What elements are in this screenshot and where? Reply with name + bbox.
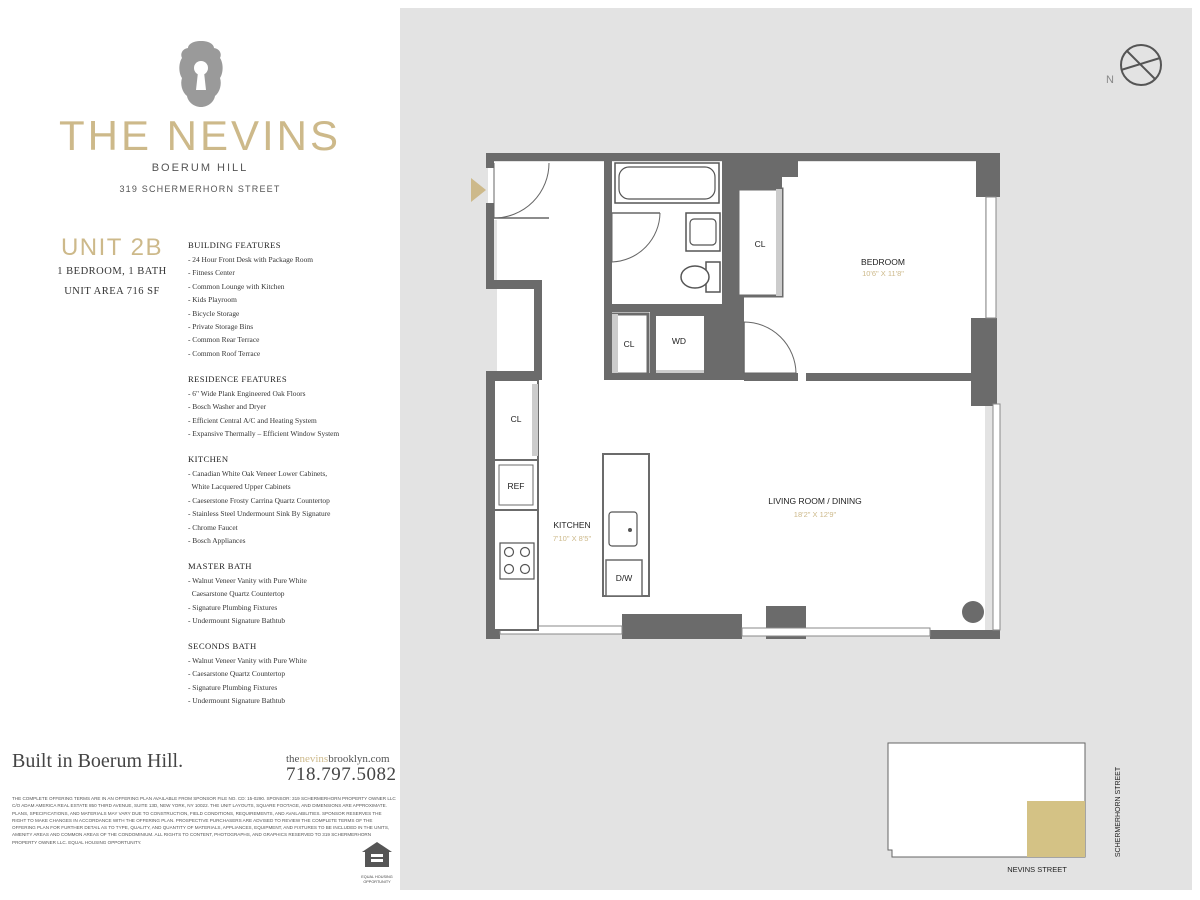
feature-item: - Common Roof Terrace (188, 348, 261, 358)
column (962, 601, 984, 623)
street-label-nevins: NEVINS STREET (1007, 865, 1067, 874)
compass-label: N (1106, 74, 1114, 86)
feature-group-title: BUILDING FEATURES (188, 240, 281, 250)
room-label-bedroom: BEDROOM (861, 257, 905, 267)
feature-item: - 6" Wide Plank Engineered Oak Floors (188, 389, 306, 398)
label-entry-closet: CL (510, 414, 522, 424)
room-label-living: LIVING ROOM / DINING (768, 496, 862, 506)
key-plan (888, 743, 1085, 857)
website-part: nevins (299, 753, 329, 765)
bathtub-icon (615, 163, 719, 203)
label-refrigerator: REF (507, 481, 525, 491)
feature-item: - Bosch Appliances (188, 536, 246, 546)
brand-neighborhood: BOERUM HILL (151, 162, 249, 174)
entry-arrow-icon (471, 178, 486, 202)
room-dims-living: 18'2" X 12'9" (793, 510, 837, 519)
label-dishwasher: D/W (615, 573, 633, 583)
feature-item: White Lacquered Upper Cabinets (188, 482, 291, 492)
label-bedroom-closet: CL (754, 239, 766, 249)
feature-item: - Private Storage Bins (188, 322, 254, 332)
label-hall-closet: CL (623, 339, 635, 349)
tagline: Built in Boerum Hill. (12, 750, 184, 772)
feature-item: Caesarstone Quartz Countertop (188, 589, 285, 599)
feature-item: - Fitness Center (188, 268, 235, 278)
room-dims-kitchen: 7'10" X 8'5" (552, 534, 592, 543)
feature-item: - Kids Playroom (188, 295, 237, 305)
unit-type: 1 BEDROOM, 1 BATH (57, 266, 167, 277)
unit-name: UNIT 2B (60, 234, 164, 261)
brand-address: 319 SCHERMERHORN STREET (119, 184, 281, 194)
feature-item: - Signature Plumbing Fixtures (188, 602, 278, 612)
feature-group-title: KITCHEN (188, 454, 229, 464)
feature-item: - Caeserstone Frosty Carrina Quartz Countertop (188, 495, 330, 505)
feature-item: - Expansive Thermally – Efficient Window System (188, 429, 340, 439)
feature-item: - Common Rear Terrace (188, 335, 260, 345)
feature-group-title: MASTER BATH (188, 561, 252, 571)
room-label-kitchen: KITCHEN (553, 520, 591, 530)
phone-number[interactable]: 718.797.5082 (286, 764, 397, 785)
street-label-schermerhorn: SCHERMERHORN STREET (1115, 766, 1122, 858)
equal-housing-label: EQUAL HOUSING OPPORTUNITY (361, 875, 393, 884)
feature-item: - Caesarstone Quartz Countertop (188, 669, 286, 679)
feature-item: - Undermount Signature Bathtub (188, 616, 286, 626)
feature-item: - Stainless Steel Undermount Sink By Signature (188, 509, 331, 519)
unit-area: UNIT AREA 716 SF (64, 286, 160, 297)
label-washer-dryer: WD (671, 336, 687, 346)
feature-group-title: SECONDS BATH (188, 641, 257, 651)
feature-group-title: RESIDENCE FEATURES (188, 374, 288, 384)
legal-disclaimer: THE COMPLETE OFFERING TERMS ARE IN AN OFFERING PLAN AVAILABLE FROM SPONSOR FILE NO. CD: 15-0290. SPONSOR: 319 SCHERMERHORN PROPERTY OWNER LLC C/O ADAM AMERICA REAL ESTATE 850 THIRD AVENUE, SUITE 13D, NEW YORK, NY 10022. THE UNIT LAYOUTS, SQUARE FOOTAGE, AND DIMENSIONS ARE APPROXIMATE. PLANS, SPECIFICATIONS, AND MATERIALS MAY VARY DUE TO CONSTRUCTION, FIELD CONDITIONS, REQUIREMENTS, AND AVAILABILITIES. SPONSOR RESERVES THE RIGHT TO MAKE CHANGES IN ACCORDANCE WITH THE OFFERING PLAN. PROSPECTIVE PURCHASERS ARE ADVISED TO REVIEW THE COMPLETE TERMS OF THE OFFERING PLAN FOR FURTHER DETAIL AS TO TYPE, QUALITY, AND QUANTITY OF MATERIALS, APPLIANCES, EQUIPMENT, AND FIXTURES TO BE INCLUDED IN THE UNITS, AMENITY AREAS AND COMMON AREAS OF THE CONDOMINIUM. ALL RIGHTS TO CONTENT, PHOTOGRAPHS, AND GRAPHICS RESERVED TO 319 SCHERMERHORN PROPERTY OWNER LLC. EQUAL HOUSING OPPORTUNITY. (12, 796, 396, 845)
website-part: brooklyn.com (328, 753, 390, 765)
brand-name: THE NEVINS (58, 112, 342, 159)
room-dims-bedroom: 10'6" X 11'8" (862, 269, 904, 278)
feature-item: - Efficient Central A/C and Heating System (188, 415, 317, 425)
feature-item: - 24 Hour Front Desk with Package Room (188, 255, 314, 264)
sink-icon (609, 512, 637, 546)
key-plan-unit-highlight (1027, 801, 1085, 857)
feature-item: - Bosch Washer and Dryer (188, 402, 267, 412)
feature-item: - Common Lounge with Kitchen (188, 281, 285, 291)
compass-icon (1121, 45, 1161, 85)
feature-item: - Canadian White Oak Veneer Lower Cabinets, (188, 469, 328, 478)
feature-item: - Bicycle Storage (188, 308, 240, 318)
website-part: the (286, 753, 300, 765)
cooktop-icon (500, 543, 534, 579)
feature-item: - Signature Plumbing Fixtures (188, 682, 278, 692)
feature-item: - Chrome Faucet (188, 522, 238, 532)
feature-item: - Walnut Veneer Vanity with Pure White (188, 576, 307, 585)
feature-item: - Walnut Veneer Vanity with Pure White (188, 656, 307, 665)
feature-item: - Undermount Signature Bathtub (188, 696, 286, 706)
